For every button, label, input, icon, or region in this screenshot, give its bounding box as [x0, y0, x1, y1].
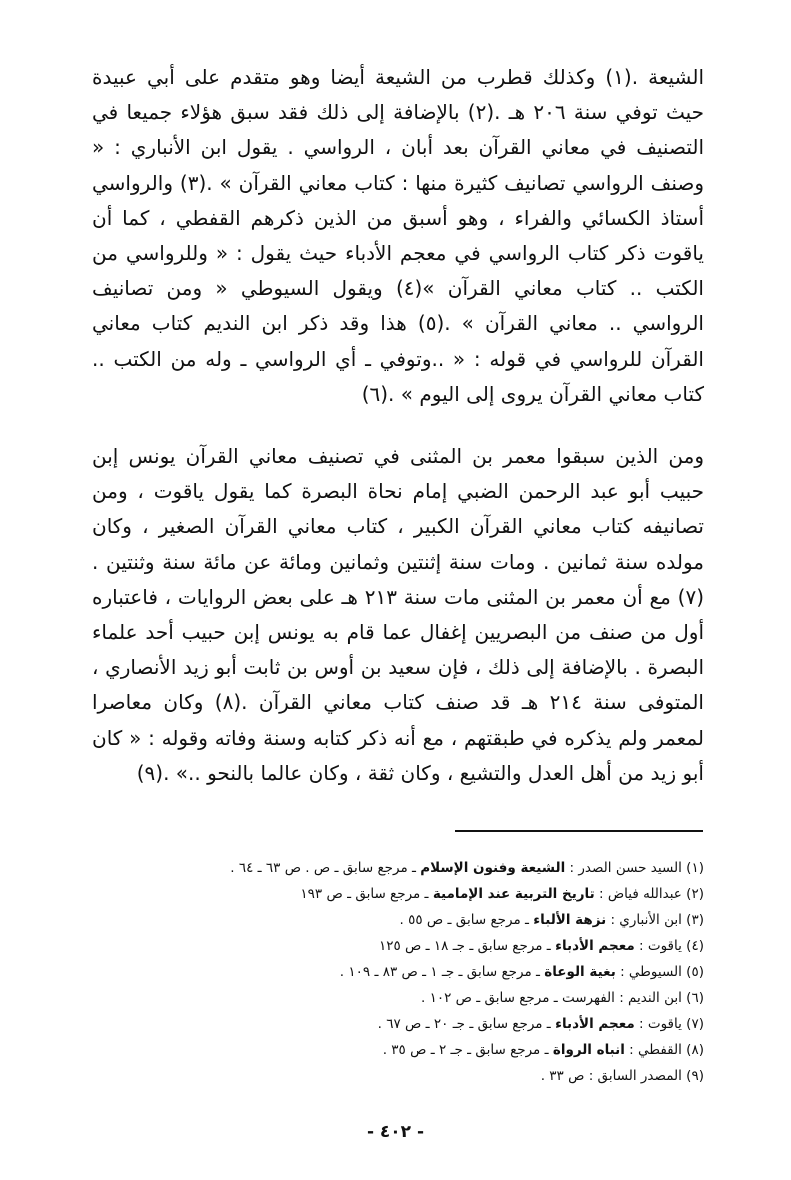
paragraph-1: الشيعة .(١) وكذلك قطرب من الشيعة أيضا وهو متقدم على أبي عبيدة حيث توفي سنة ٢٠٦ هـ .(٢) بالإضافة إلى ذلك فقد سبق هؤلاء جميعا في التصنيف في معاني القرآن بعد أبان ، الرواسي . يقول ابن الأنباري : « وصنف الرواسي تصانيف كثيرة منها : كتاب معاني القرآن » .(٣) والرواسي أستاذ الكسائي والفراء ، وهو أسبق من الذين ذكرهم القفطي ، كما أن ياقوت ذكر كتاب الرواسي في معجم الأدباء حيث يقول : « وللرواسي من الكتب .. كتاب معاني القرآن »(٤) ويقول السيوطي « ومن تصانيف الرواسي .. معاني القرآن » .(٥) هذا وقد ذكر ابن النديم كتاب معاني القرآن للرواسي في قوله : « ..وتوفي ـ أي الرواسي ـ وله من الكتب .. كتاب معاني القرآن يروى إلى اليوم » .(٦) [92, 65, 705, 406]
footnote-item: (٦) ابن النديم : الفهرست ـ مرجع سابق ـ ص ١٠٢ . [420, 990, 704, 1006]
footnote-item: (١) السيد حسن الصدر : الشيعة وفنون الإسلام ـ مرجع سابق ـ ص . ص ٦٣ ـ ٦٤ . [230, 860, 704, 876]
page-number: - ٤٠٢ - [366, 1122, 425, 1142]
footnote-divider [455, 830, 703, 832]
footnote-item: (٣) ابن الأنباري : نزهة الألباء ـ مرجع سابق ـ ص ٥٥ . [399, 912, 704, 928]
footnote-item: (٧) ياقوت : معجم الأدباء ـ مرجع سابق ـ جـ ٢٠ ـ ص ٦٧ . [377, 1016, 704, 1032]
paragraph-2: ومن الذين سبقوا معمر بن المثنى في تصنيف معاني القرآن يونس إبن حبيب أبو عبد الرحمن الضبي إمام نحاة البصرة كما يقول ياقوت ، ومن تصانيفه كتاب معاني القرآن الكبير ، كتاب معاني القرآن الصغير ، وكان مولده سنة ثمانين . ومات سنة إثنتين وثمانين ومائة عن مائة سنة وثنتين .(٧) مع أن معمر بن المثنى مات سنة ٢١٣ هـ على بعض الروايات ، فاعتباره أول من صنف من البصريين إغفال عما قام به يونس إبن حبيب أحد علماء البصرة . بالإضافة إلى ذلك ، فإن سعيد بن أوس بن ثابت أبو زيد الأنصاري ، المتوفى سنة ٢١٤ هـ قد صنف كتاب معاني القرآن .(٨) وكان معاصرا لمعمر ولم يذكره في طبقتهم ، مع أنه ذكر كتابه وسنة وفاته وقوله : « كان أبو زيد من أهل العدل والتشيع ، وكان ثقة ، وكان عالما بالنحو ..» .(٩) [92, 444, 704, 785]
footnote-item: (٨) القفطي : انباه الرواة ـ مرجع سابق ـ جـ ٢ ـ ص ٣٥ . [382, 1042, 704, 1058]
footnote-item: (٩) المصدر السابق : ص ٣٣ . [540, 1068, 704, 1084]
main-text [92, 60, 704, 791]
footnotes-list [92, 855, 704, 1089]
footnote-item: (٤) ياقوت : معجم الأدباء ـ مرجع سابق ـ جـ ١٨ ـ ص ١٢٥ [379, 938, 704, 954]
footnote-item: (٥) السيوطي : بغية الوعاة ـ مرجع سابق ـ جـ ١ ـ ص ٨٣ ـ ١٠٩ . [339, 964, 704, 980]
footnote-item: (٢) عبدالله فياض : تاريخ التربية عند الإمامية ـ مرجع سابق ـ ص ١٩٣ [300, 886, 704, 902]
